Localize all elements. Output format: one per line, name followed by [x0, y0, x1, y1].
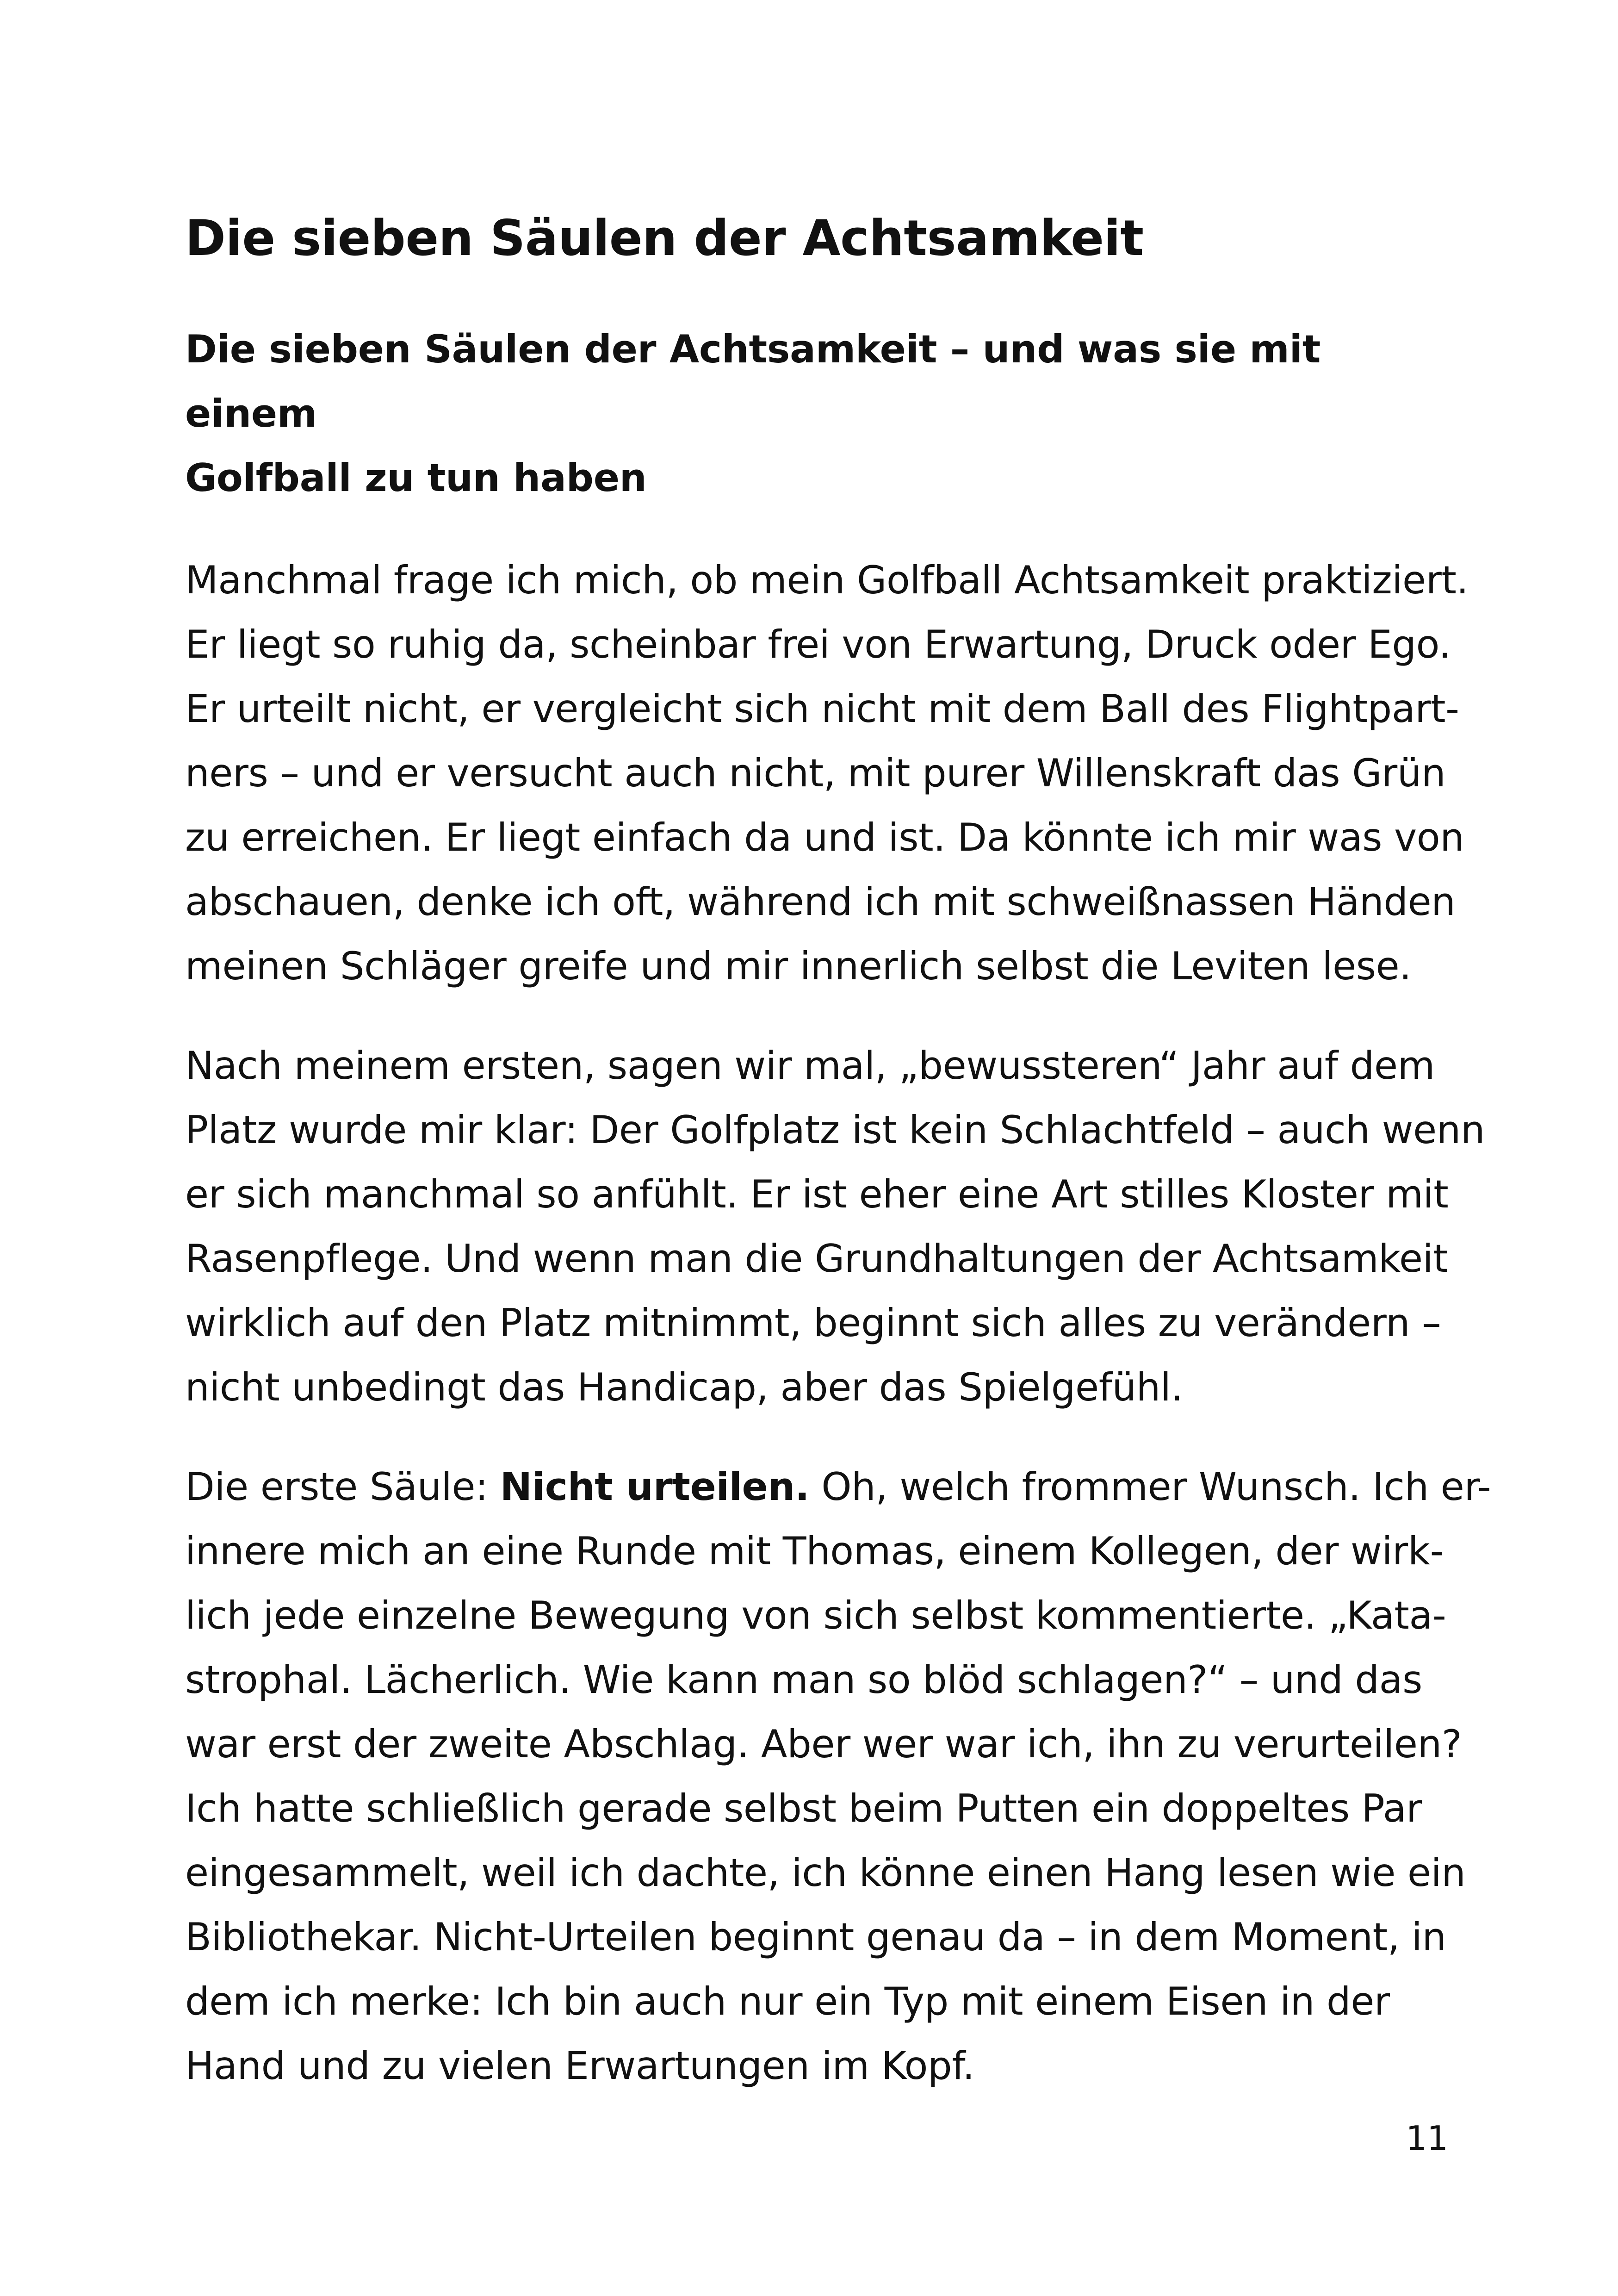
section-title-line: Golfball zu tun haben [185, 455, 647, 500]
paragraph-line: Bibliothekar. Nicht-Urteilen beginnt genau da – in dem Moment, in [185, 1915, 1446, 1960]
paragraph-line: Hand und zu vielen Erwartungen im Kopf. [185, 2043, 975, 2088]
paragraph-line: meinen Schläger greife und mir innerlich selbst die Leviten lese. [185, 944, 1412, 989]
paragraph-line: Platz wurde mir klar: Der Golfplatz ist kein Schlachtfeld – auch wenn [185, 1108, 1485, 1152]
paragraph-line: ners – und er versucht auch nicht, mit purer Willenskraft das Grün [185, 751, 1446, 796]
first-pillar-continuation: Oh, welch frommer Wunsch. Ich er- [809, 1464, 1491, 1509]
section-title-line: Die sieben Säulen der Achtsamkeit – und was sie mit einem [185, 327, 1321, 436]
paragraph-line: wirklich auf den Platz mitnimmt, beginnt sich alles zu verändern – [185, 1300, 1441, 1345]
paragraph-line: zu erreichen. Er liegt einfach da und ist. Da könnte ich mir was von [185, 815, 1464, 860]
paragraph-line: lich jede einzelne Bewegung von sich selbst kommentierte. „Kata- [185, 1593, 1446, 1638]
paragraph-line: eingesammelt, weil ich dachte, ich könne einen Hang lesen wie ein [185, 1850, 1466, 1895]
paragraph-line: abschauen, denke ich oft, während ich mit schweißnassen Händen [185, 879, 1456, 924]
chapter-title: Die sieben Säulen der Achtsamkeit [185, 210, 1144, 267]
paragraph-2 [185, 1033, 1485, 1419]
paragraph-line: Er liegt so ruhig da, scheinbar frei von Erwartung, Druck oder Ego. [185, 622, 1451, 667]
page-body [185, 204, 1491, 2098]
paragraph-line: innere mich an eine Runde mit Thomas, einem Kollegen, der wirk- [185, 1529, 1444, 1574]
page-number: 11 [1406, 2119, 1448, 2158]
paragraph-line: strophal. Lächerlich. Wie kann man so blöd schlagen?“ – und das [185, 1657, 1422, 1702]
paragraph-line: er sich manchmal so anfühlt. Er ist eher eine Art stilles Kloster mit [185, 1172, 1449, 1217]
paragraph-line: Er urteilt nicht, er vergleicht sich nicht mit dem Ball des Flightpart- [185, 686, 1459, 731]
paragraph-line: Nach meinem ersten, sagen wir mal, „bewussteren“ Jahr auf dem [185, 1043, 1435, 1088]
section-title [185, 317, 1448, 510]
paragraph-line: Ich hatte schließlich gerade selbst beim Putten ein doppeltes Par [185, 1786, 1422, 1831]
paragraph-line [185, 1455, 1491, 1519]
paragraph-line: Rasenpflege. Und wenn man die Grundhaltungen der Achtsamkeit [185, 1236, 1448, 1281]
first-pillar-intro: Die erste Säule: [185, 1464, 500, 1509]
paragraph-line: dem ich merke: Ich bin auch nur ein Typ mit einem Eisen in der [185, 1979, 1390, 2024]
paragraph-3 [185, 1455, 1491, 2098]
paragraph-line: Manchmal frage ich mich, ob mein Golfball Achtsamkeit praktiziert. [185, 558, 1469, 603]
paragraph-line: war erst der zweite Abschlag. Aber wer war ich, ihn zu verurteilen? [185, 1722, 1462, 1767]
paragraph-1 [185, 548, 1469, 998]
first-pillar-name: Nicht urteilen. [500, 1464, 810, 1509]
paragraph-line: nicht unbedingt das Handicap, aber das Spielgefühl. [185, 1365, 1183, 1410]
